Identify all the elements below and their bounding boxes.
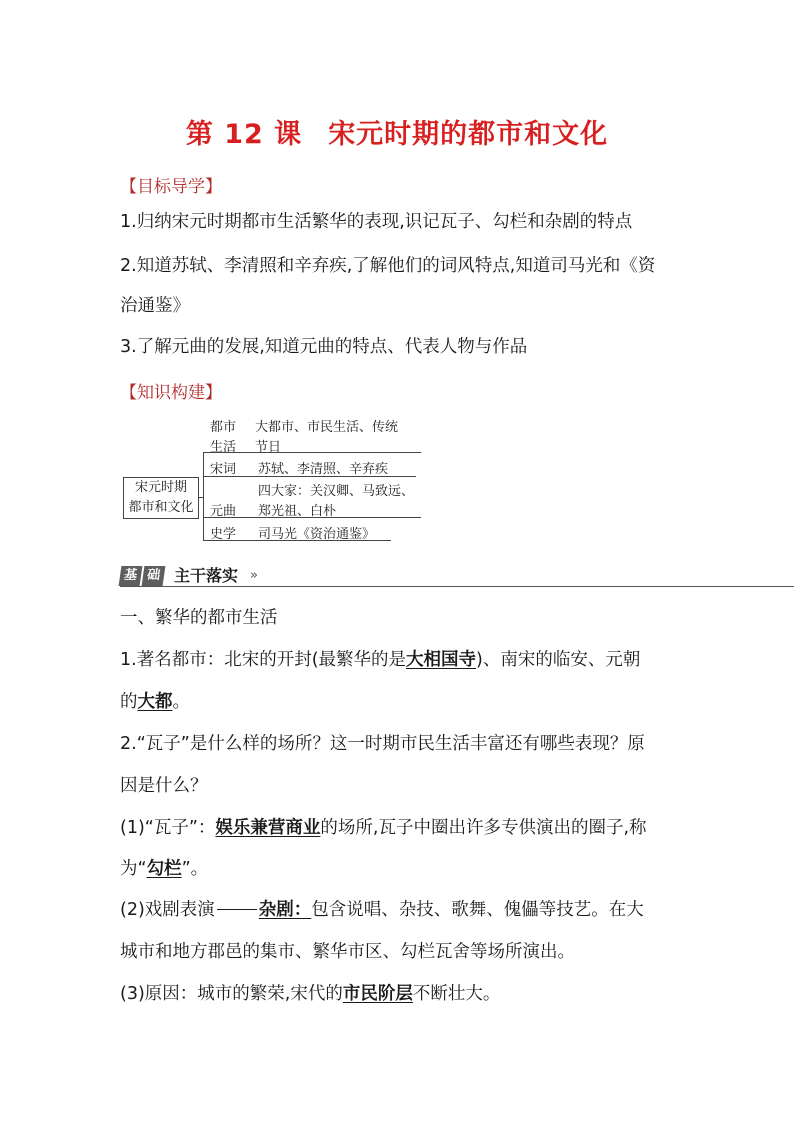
- dash-rule: [217, 909, 257, 910]
- key-term: 市民阶层: [342, 984, 413, 1004]
- lesson-topic: 宋元时期的都市和文化: [328, 119, 609, 150]
- key-term: 大相国寺: [406, 650, 477, 670]
- objectives-label: 【目标导学】: [120, 177, 222, 197]
- page-title: [0, 112, 794, 151]
- banner-arrow: »: [250, 568, 258, 583]
- objective-1: 1.归纳宋元时期都市生活繁华的表现,识记瓦子、勾栏和杂剧的特点: [120, 212, 633, 232]
- branch-yuanqu-detail-1: 四大家：关汉卿、马致远、: [258, 484, 415, 499]
- objective-2: 2.知道苏轼、李清照和辛弃疾,了解他们的词风特点,知道司马光和《资: [120, 256, 656, 276]
- paragraph-1: 1.著名都市：北宋的开封(最繁华的是大相国寺)、南宋的临安、元朝: [120, 650, 641, 670]
- knowledge-tree: [120, 412, 440, 552]
- branch-songci-detail: 苏轼、李清照、辛弃疾: [258, 462, 389, 477]
- banner-rule: [120, 586, 794, 587]
- banner-chip-1: 基: [119, 566, 143, 586]
- branch-city-detail-2: 节日: [255, 440, 282, 455]
- paragraph-4-cont: 城市和地方郡邑的集市、繁华市区、勾栏瓦舍等场所演出。: [120, 942, 575, 962]
- paragraph-5: (3)原因：城市的繁荣,宋代的市民阶层不断壮大。: [120, 984, 501, 1004]
- lesson-number: 第 12 课: [185, 119, 303, 150]
- branch-history-detail: 司马光《资治通鉴》: [258, 527, 376, 542]
- branch-city-detail-1: 大都市、市民生活、传统: [255, 420, 399, 435]
- banner-chip-2: 础: [142, 566, 166, 586]
- objective-2-cont: 治通鉴》: [120, 296, 190, 316]
- banner-label: 主干落实: [174, 566, 239, 585]
- branch-yuanqu: 元曲: [210, 504, 237, 519]
- tree-spine: [203, 452, 204, 540]
- paragraph-3: (1)“瓦子”：娱乐兼营商业的场所,瓦子中圈出许多专供演出的圈子,称: [120, 818, 647, 838]
- branch-city-b: 生活: [210, 440, 237, 455]
- tree-root: 宋元时期 都市和文化: [123, 477, 199, 519]
- key-term: 勾栏: [146, 859, 182, 879]
- section-banner: [120, 565, 794, 587]
- key-term: 杂剧：: [258, 900, 312, 920]
- paragraph-1-cont: 的大都。: [120, 692, 190, 712]
- section-heading: 一、繁华的都市生活: [120, 608, 278, 628]
- paragraph-2: 2.“瓦子”是什么样的场所？这一时期市民生活丰富还有哪些表现？原: [120, 734, 645, 754]
- branch-yuanqu-detail-2: 郑光祖、白朴: [258, 504, 337, 519]
- branch-songci: 宋词: [210, 462, 237, 477]
- key-term: 娱乐兼营商业: [215, 818, 321, 838]
- knowledge-label: 【知识构建】: [120, 383, 222, 403]
- objective-3: 3.了解元曲的发展,知道元曲的特点、代表人物与作品: [120, 337, 528, 357]
- branch-city-a: 都市: [210, 420, 237, 435]
- paragraph-4: (2)戏剧表演 杂剧：包含说唱、杂技、歌舞、傀儡等技艺。在大: [120, 900, 644, 920]
- key-term: 大都: [137, 692, 173, 712]
- branch-history: 史学: [210, 527, 237, 542]
- paragraph-3-cont: 为“勾栏”。: [120, 859, 209, 879]
- paragraph-2-cont: 因是什么？: [120, 776, 208, 796]
